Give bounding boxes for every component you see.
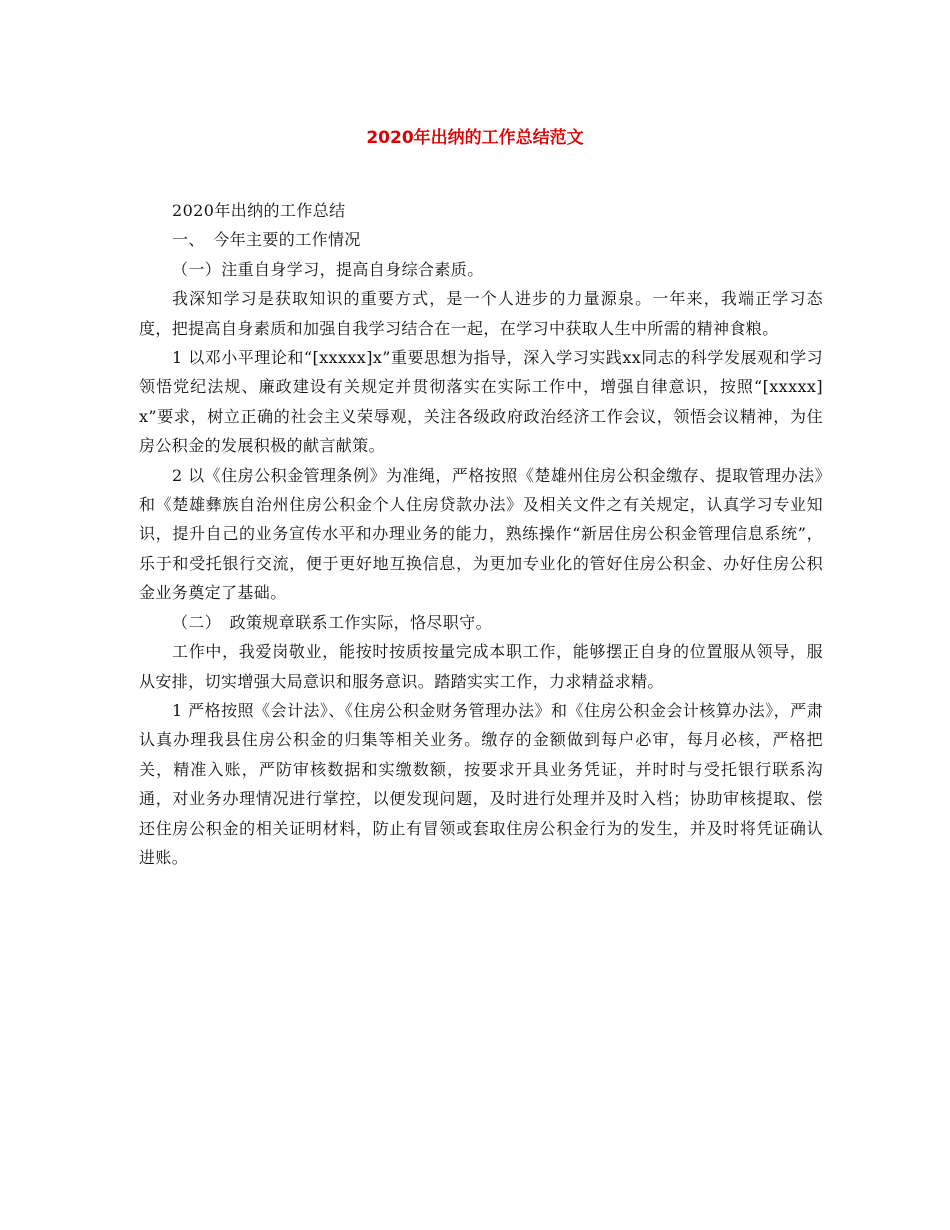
- document-title: 2020年出纳的工作总结范文: [366, 128, 584, 148]
- subsection-heading: （一）注重自身学习，提高自身综合素质。: [172, 259, 484, 279]
- section-heading: 一、 今年主要的工作情况: [172, 230, 361, 250]
- subsection-heading: （二） 政策规章联系工作实际，恪尽职守。: [172, 612, 493, 632]
- section-heading: 2020年出纳的工作总结: [172, 201, 346, 220]
- body-paragraph: 2 以《住房公积金管理条例》为准绳，严格按照《楚雄州住房公积金缴存、提取管理办法》和《楚雄彝族自治州住房公积金个人住房贷款办法》及相关文件之有关规定，认真学习专业知识，提升自己的业务宣传水平和办理业务的能力，熟练操作“新居住房公积金管理信息系统”，乐于和受托银行交流，便于更好地互换信息，为更加专业化的管好住房公积金、办好住房公积金业务奠定了基础。: [139, 465, 823, 603]
- body-paragraph: 我深知学习是获取知识的重要方式，是一个人进步的力量源泉。一年来，我端正学习态度，把提高自身素质和加强自我学习结合在一起，在学习中获取人生中所需的精神食粮。: [139, 289, 823, 338]
- body-paragraph: 1 严格按照《会计法》、《住房公积金财务管理办法》和《住房公积金会计核算办法》，严肃认真办理我县住房公积金的归集等相关业务。缴存的金额做到每户必审，每月必核，严格把关，精准入账，严防审核数据和实缴数额，按要求开具业务凭证，并时时与受托银行联系沟通，对业务办理情况进行掌控，以便发现问题，及时进行处理并及时入档；协助审核提取、偿还住房公积金的相关证明材料，防止有冒领或套取住房公积金行为的发生，并及时将凭证确认进账。: [139, 700, 823, 867]
- document-body: [139, 196, 823, 872]
- body-paragraph: 1 以邓小平理论和“[xxxxx]x”重要思想为指导，深入学习实践xx同志的科学发展观和学习领悟党纪法规、廉政建设有关规定并贯彻落实在实际工作中，增强自律意识，按照“[xxxxx]x”要求，树立正确的社会主义荣辱观，关注各级政府政治经济工作会议，领悟会议精神，为住房公积金的发展积极的献言献策。: [139, 348, 823, 456]
- body-paragraph: 工作中，我爱岗敬业，能按时按质按量完成本职工作，能够摆正自身的位置服从领导，服从安排，切实增强大局意识和服务意识。踏踏实实工作，力求精益求精。: [139, 642, 823, 691]
